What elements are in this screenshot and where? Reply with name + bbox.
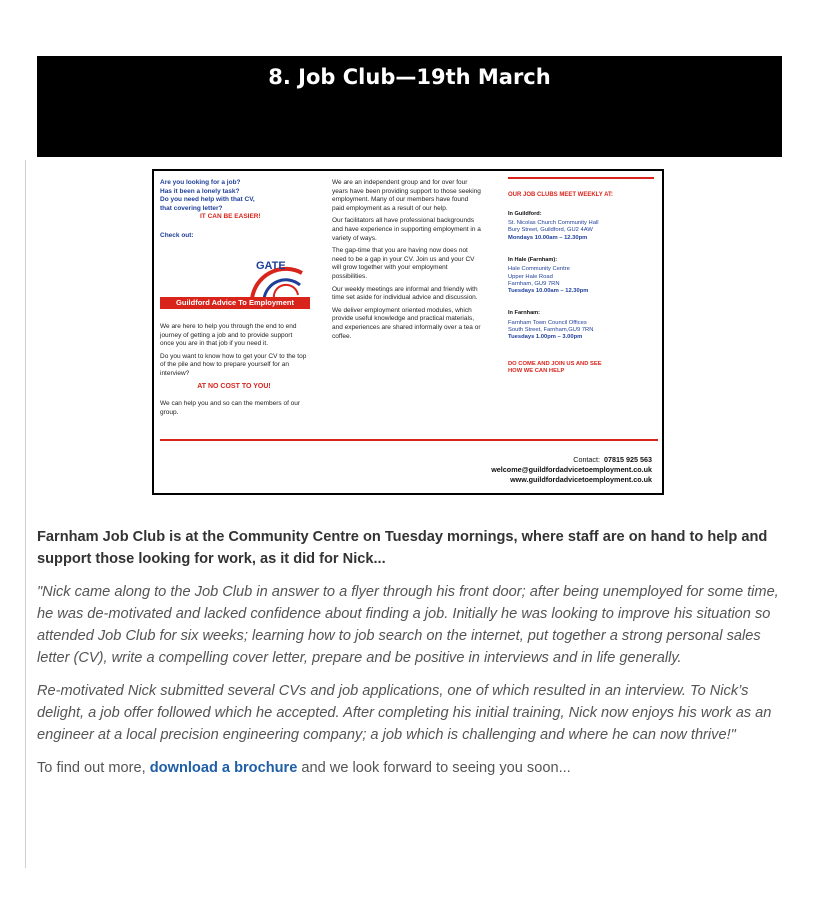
article-body bbox=[37, 526, 797, 779]
flyer-text: We are here to help you through the end to end journey of getting a job and to provide support once you are in that job if you need it. bbox=[160, 323, 297, 348]
flyer-text: Our weekly meetings are informal and friendly with time set aside for individual advice and discussion. bbox=[332, 285, 478, 302]
gate-arch-icon bbox=[160, 255, 310, 299]
logo-arc-text: GATE bbox=[256, 260, 286, 272]
article-lead: Farnham Job Club is at the Community Centre on Tuesday mornings, where staff are on hand to help and support those looking for work, as it did for Nick... bbox=[37, 529, 768, 567]
contact-phone: 07815 925 563 bbox=[604, 455, 652, 464]
page-title: 8. Job Club—19th March bbox=[268, 65, 551, 89]
flyer-text: We are an independent group and for over four years have been providing support to those seeking employment. Many of our members have found paid employment as a result of our help. bbox=[332, 179, 481, 212]
flyer-bottom-rule bbox=[160, 439, 658, 441]
location-name: In Hale (Farnham): bbox=[508, 256, 558, 263]
flyer-join-cta: HOW WE CAN HELP bbox=[508, 368, 565, 375]
flyer-no-cost: AT NO COST TO YOU! bbox=[197, 382, 271, 390]
contact-email: welcome@guildfordadvicetoemployment.co.uk bbox=[491, 465, 652, 474]
cta-text: and we look forward to seeing you soon... bbox=[297, 760, 571, 776]
header-bar bbox=[37, 56, 782, 157]
flyer-contact bbox=[491, 455, 652, 485]
download-brochure-link[interactable]: download a brochure bbox=[149, 760, 298, 776]
flyer-question: Do you need help with that CV, bbox=[160, 196, 255, 204]
location-line: Upper Hale Road bbox=[508, 273, 553, 280]
location-time: Tuesdays 10.00am – 12.30pm bbox=[508, 288, 589, 294]
contact-label: Contact: bbox=[573, 455, 601, 464]
location-line: South Street, Farnham,GU9 7RN bbox=[508, 327, 594, 333]
location-time: Mondays 10.00am – 12.30pm bbox=[508, 234, 588, 241]
flyer-text: The gap-time that you are having now does not need to be a gap in your CV. Join us and your CV will grow together with your employment possibilities. bbox=[332, 247, 475, 280]
flyer-column-2 bbox=[332, 179, 482, 345]
flyer-easier: IT CAN BE EASIER! bbox=[200, 213, 261, 221]
location-name: In Guildford: bbox=[508, 210, 542, 217]
left-divider bbox=[25, 160, 26, 868]
flyer-question: Has it been a lonely task? bbox=[160, 187, 240, 195]
logo-banner: Guildford Advice To Employment bbox=[160, 297, 310, 309]
flyer-text: We deliver employment oriented modules, which provide useful knowledge and practical materials, and experiences are shared informally over a tea or coffee. bbox=[332, 306, 481, 340]
flyer-text: Our facilitators all have professional backgrounds and have experience in supporting employment in a variety of ways. bbox=[332, 217, 481, 242]
location-line: St. Nicolas Church Community Hall bbox=[508, 220, 599, 227]
flyer-text: Do you want to know how to get your CV to the top of the pile and how to prepare yourself for an interview? bbox=[160, 352, 307, 377]
location-line: Farnham, GU9 7RN bbox=[508, 280, 560, 287]
flyer-question: that covering letter? bbox=[160, 204, 223, 212]
job-club-flyer bbox=[152, 169, 664, 495]
article-cta bbox=[37, 757, 797, 779]
location-name: In Farnham: bbox=[508, 310, 541, 317]
flyer-question: Are you looking for a job? bbox=[160, 179, 241, 186]
flyer-text: We can help you and so can the members of our group. bbox=[160, 400, 301, 416]
cta-text: To find out more, bbox=[37, 760, 150, 776]
location-line: Bury Street, Guildford, GU2 4AW bbox=[508, 227, 593, 234]
location-time: Tuesdays 1.00pm – 3.00pm bbox=[508, 334, 583, 341]
article-quote: Re-motivated Nick submitted several CVs and job applications, one of which resulted in an interview. To Nick’s delight, a job offer followed which he accepted. After completing his initial training, Nick now enjoys his work as an engineer at a local precision engineering company; a job which is challenging and where he can now thrive!" bbox=[37, 683, 772, 743]
flyer-check-out: Check out: bbox=[160, 231, 194, 239]
location-line: Hale Community Centre bbox=[508, 266, 570, 273]
contact-web: www.guildfordadvicetoemployment.co.uk bbox=[510, 475, 652, 484]
flyer-column-1 bbox=[160, 179, 308, 241]
article-quote: "Nick came along to the Job Club in answer to a flyer through his front door; after being unemployed for some time, he was de-motivated and lacked confidence about finding a job. Initially he was looking to improve his situation so attended Job Club for six weeks; learning how to job search on the internet, put together a strong personal sales letter (CV), write a compelling cover letter, prepare and be positive in interviews and in life generally. bbox=[37, 584, 779, 666]
flyer-locations-heading: OUR JOB CLUBS MEET WEEKLY AT: bbox=[508, 192, 614, 198]
location-line: Farnham Town Council Offices bbox=[508, 319, 587, 326]
gate-logo bbox=[160, 255, 310, 315]
flyer-join-cta: DO COME AND JOIN US AND SEE bbox=[508, 361, 602, 368]
flyer-column-1-lower bbox=[160, 323, 308, 421]
flyer-column-3 bbox=[508, 179, 658, 375]
